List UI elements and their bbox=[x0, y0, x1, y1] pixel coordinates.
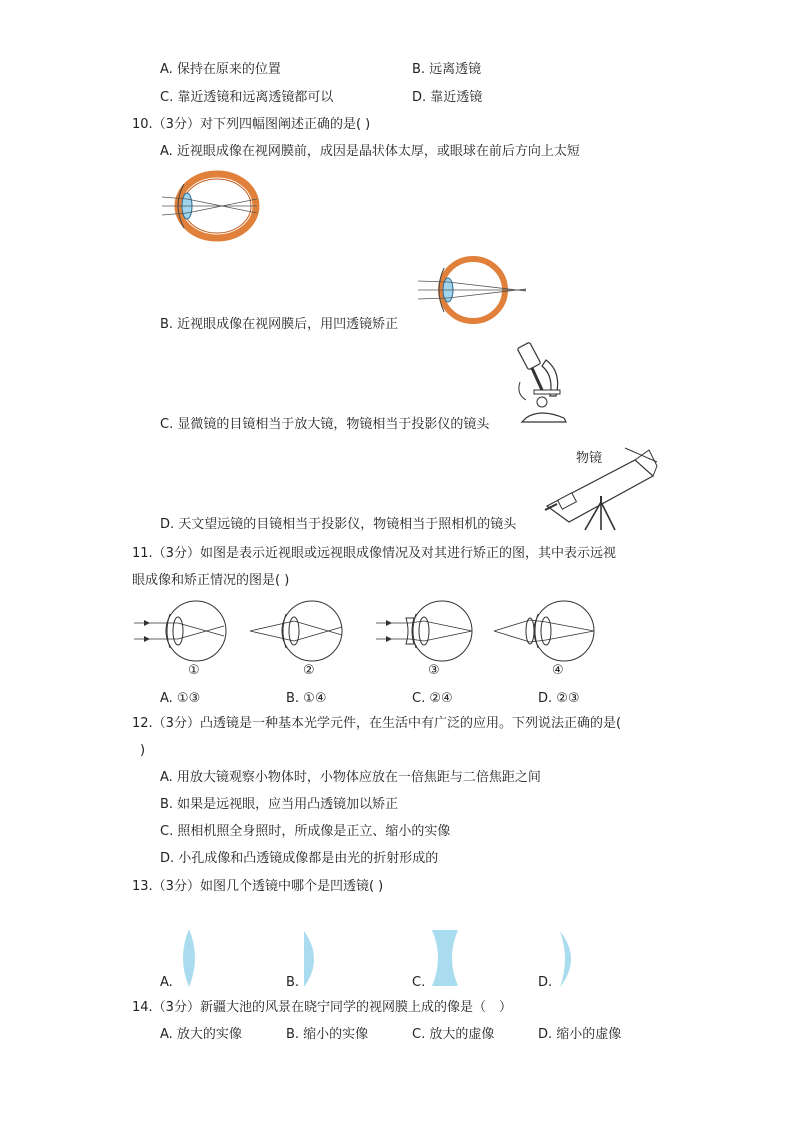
q10-option-a[interactable]: A. 近视眼成像在视网膜前，成因是晶状体太厚，或眼球在前后方向上太短 bbox=[160, 144, 580, 159]
q10-stem: 10.（3分）对下列四幅图阐述正确的是( ) bbox=[132, 117, 371, 132]
q14-option-c[interactable]: C. 放大的虚像 bbox=[412, 1027, 495, 1042]
plano-convex-lens-icon bbox=[302, 930, 320, 988]
q12-stem-line2: ) bbox=[140, 743, 146, 758]
myopia-eye-figure-a bbox=[162, 170, 262, 242]
q13-option-d[interactable]: D. bbox=[538, 975, 553, 990]
q9-option-d[interactable]: D. 靠近透镜 bbox=[412, 90, 483, 105]
eye-diagram-4 bbox=[494, 600, 598, 662]
q12-option-d[interactable]: D. 小孔成像和凸透镜成像都是由光的折射形成的 bbox=[160, 851, 439, 866]
q9-option-c[interactable]: C. 靠近透镜和远离透镜都可以 bbox=[160, 90, 334, 105]
q14-stem: 14.（3分）新疆大池的风景在晓宁同学的视网膜上成的像是（ ） bbox=[132, 1000, 512, 1015]
eye-diagram-2 bbox=[250, 600, 346, 662]
q14-option-b[interactable]: B. 缩小的实像 bbox=[286, 1027, 369, 1042]
microscope-icon bbox=[512, 342, 570, 426]
figure-label-1: ① bbox=[188, 663, 200, 678]
q11-option-b[interactable]: B. ①④ bbox=[286, 691, 327, 706]
q12-option-a[interactable]: A. 用放大镜观察小物体时，小物体应放在一倍焦距与二倍焦距之间 bbox=[160, 770, 541, 785]
telescope-label: 物镜 bbox=[576, 451, 603, 466]
eye-diagram-1 bbox=[134, 600, 230, 662]
q9-option-b[interactable]: B. 远离透镜 bbox=[412, 62, 482, 77]
q11-option-a[interactable]: A. ①③ bbox=[160, 691, 201, 706]
q10-option-b[interactable]: B. 近视眼成像在视网膜后，用凹透镜矫正 bbox=[160, 317, 399, 332]
q13-option-b[interactable]: B. bbox=[286, 975, 300, 990]
telescope-icon bbox=[545, 446, 661, 532]
q13-option-c[interactable]: C. bbox=[412, 975, 426, 990]
eye-diagram-3 bbox=[376, 600, 476, 662]
q10-option-c[interactable]: C. 显微镜的目镜相当于放大镜，物镜相当于投影仪的镜头 bbox=[160, 417, 490, 432]
q11-stem-line1: 11.（3分）如图是表示近视眼或远视眼成像情况及对其进行矫正的图，其中表示远视 bbox=[132, 546, 616, 561]
q13-option-a[interactable]: A. bbox=[160, 975, 173, 990]
eye-figure-b bbox=[418, 254, 530, 326]
biconcave-lens-icon bbox=[430, 929, 460, 987]
q12-option-b[interactable]: B. 如果是远视眼，应当用凸透镜加以矫正 bbox=[160, 797, 399, 812]
q12-stem-line1: 12.（3分）凸透镜是一种基本光学元件，在生活中有广泛的应用。下列说法正确的是( bbox=[132, 716, 622, 731]
q11-stem-line2: 眼成像和矫正情况的图是( ) bbox=[132, 573, 290, 588]
meniscus-lens-icon bbox=[556, 930, 580, 988]
figure-label-3: ③ bbox=[428, 663, 440, 678]
q14-option-d[interactable]: D. 缩小的虚像 bbox=[538, 1027, 622, 1042]
q11-option-c[interactable]: C. ②④ bbox=[412, 691, 453, 706]
q12-option-c[interactable]: C. 照相机照全身照时，所成像是正立、缩小的实像 bbox=[160, 824, 451, 839]
q14-option-a[interactable]: A. 放大的实像 bbox=[160, 1027, 242, 1042]
figure-label-4: ④ bbox=[552, 663, 564, 678]
q13-stem: 13.（3分）如图几个透镜中哪个是凹透镜( ) bbox=[132, 879, 384, 894]
q11-option-d[interactable]: D. ②③ bbox=[538, 691, 580, 706]
figure-label-2: ② bbox=[303, 663, 315, 678]
q10-option-d[interactable]: D. 天文望远镜的目镜相当于投影仪，物镜相当于照相机的镜头 bbox=[160, 517, 517, 532]
biconvex-lens-icon bbox=[178, 928, 200, 988]
q9-option-a[interactable]: A. 保持在原来的位置 bbox=[160, 62, 281, 77]
